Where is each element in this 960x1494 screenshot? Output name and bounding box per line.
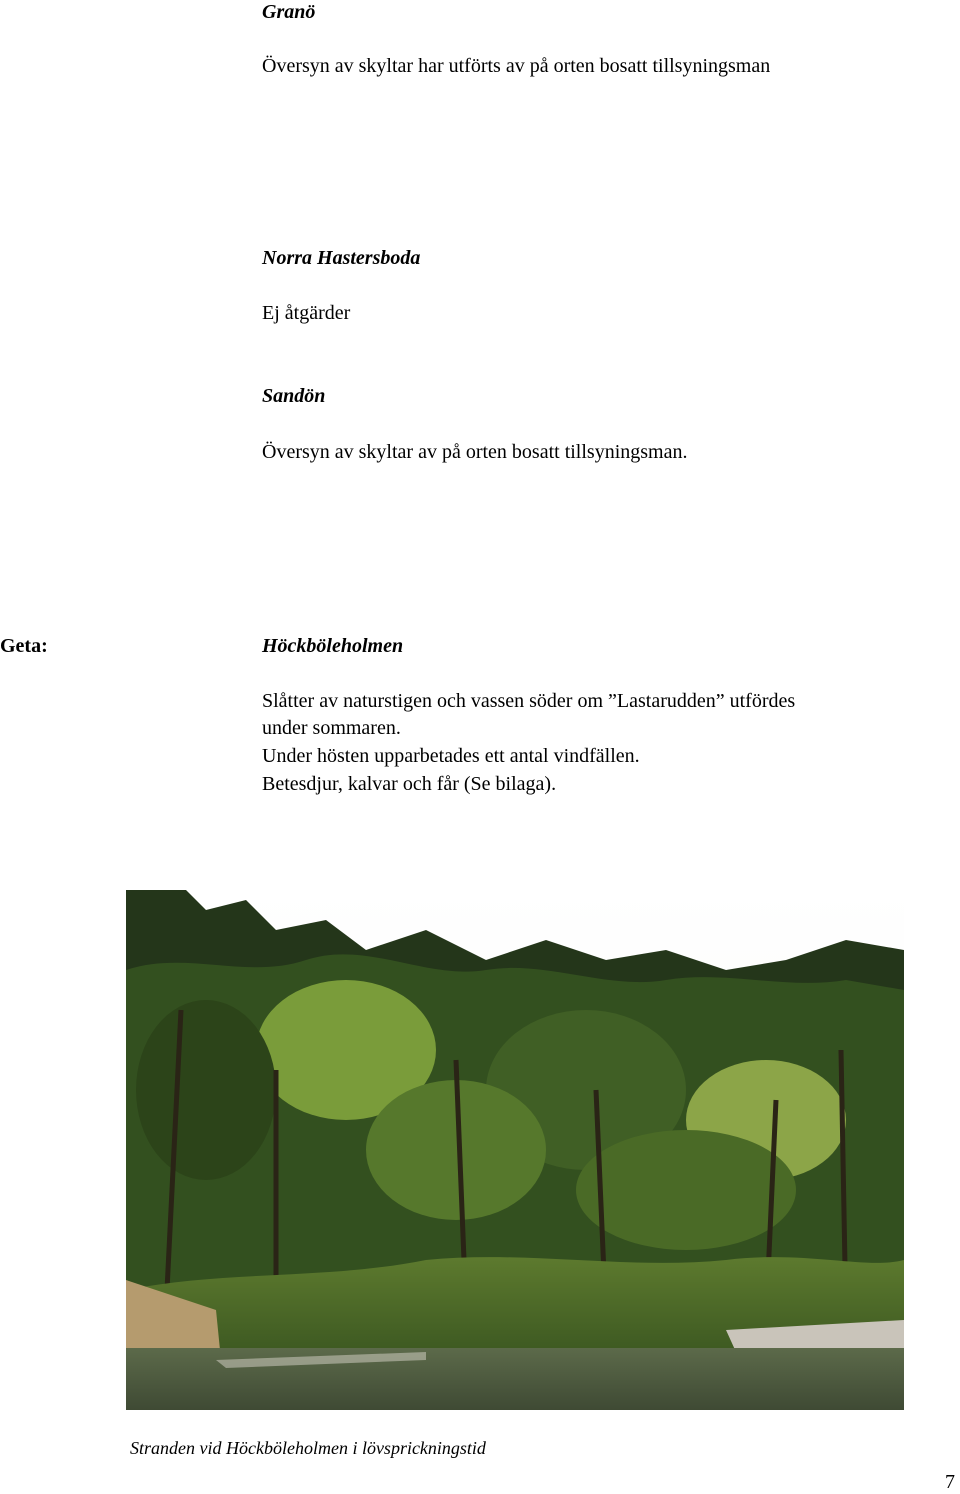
- geta-line-1: Slåtter av naturstigen och vassen söder om ”Lastarudden” utfördes: [262, 690, 796, 712]
- heading-grano: Granö: [262, 1, 316, 23]
- shore-photo: [126, 890, 904, 1410]
- geta-line-3: Under hösten upparbetades ett antal vindfällen.: [262, 745, 640, 767]
- heading-sandon: Sandön: [262, 385, 326, 407]
- figure-caption: Stranden vid Höckböleholmen i lövsprickningstid: [130, 1438, 486, 1458]
- page-number: 7: [945, 1471, 955, 1493]
- heading-hockboleholmen: Höckböleholmen: [262, 635, 404, 657]
- label-geta: Geta:: [0, 635, 48, 657]
- text-norra-hastersboda: Ej åtgärder: [262, 302, 351, 324]
- geta-line-2: under sommaren.: [262, 717, 401, 739]
- text-sandon: Översyn av skyltar av på orten bosatt tillsyningsman.: [262, 441, 688, 463]
- geta-line-4: Betesdjur, kalvar och får (Se bilaga).: [262, 773, 557, 795]
- text-grano: Översyn av skyltar har utförts av på orten bosatt tillsyningsman: [262, 55, 771, 77]
- heading-norra-hastersboda: Norra Hastersboda: [262, 247, 421, 269]
